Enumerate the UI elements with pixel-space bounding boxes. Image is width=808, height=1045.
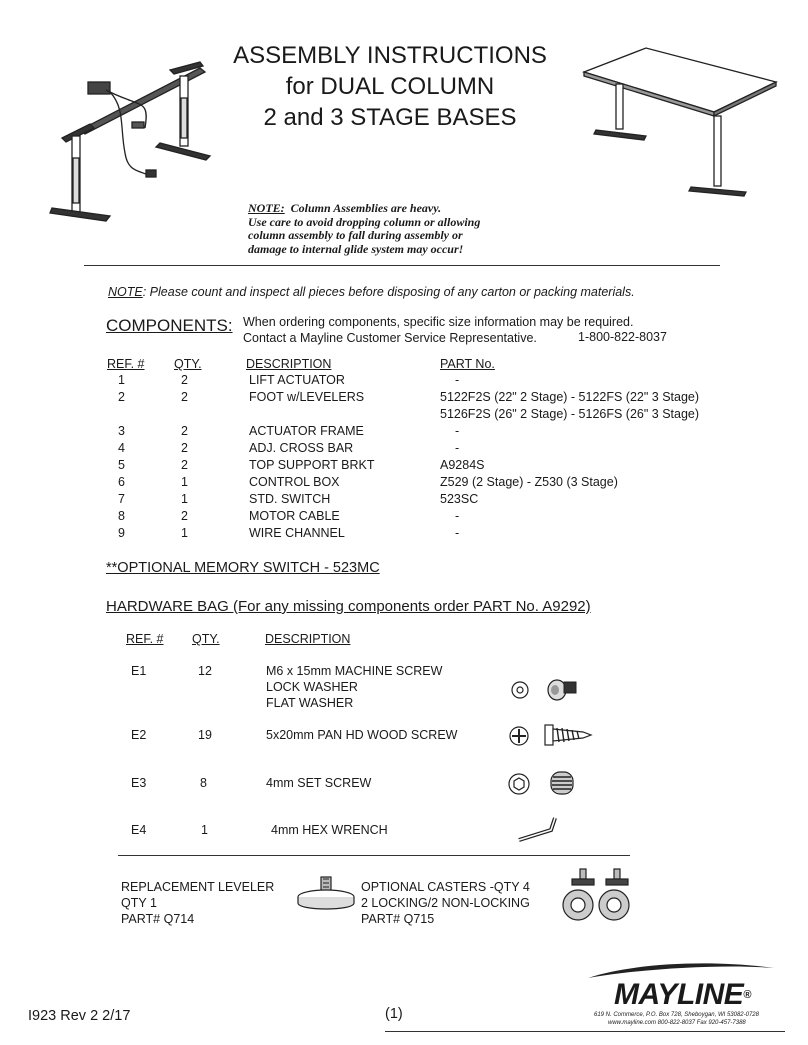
components-heading: COMPONENTS: (106, 316, 233, 335)
row-ref: 8 (118, 509, 125, 523)
leveler-line-3: PART# Q714 (121, 912, 195, 926)
row-qty: 2 (181, 441, 188, 455)
row-ref: E2 (131, 728, 147, 742)
brand-reg: ® (743, 989, 751, 1001)
row-ref: E1 (131, 664, 147, 678)
row-ref: 4 (118, 441, 125, 455)
row-desc: WIRE CHANNEL (249, 526, 345, 540)
desk-illustration (576, 42, 776, 197)
row-ref: 2 (118, 390, 125, 404)
leveler-line-2: QTY 1 (121, 896, 157, 910)
row-desc: MOTOR CABLE (249, 509, 340, 523)
table-row (0, 390, 808, 424)
company-address: 619 N. Commerce, P.O. Box 728, Sheboygan, WI 53082-0728 (594, 1012, 759, 1018)
inspect-note-text: : Please count and inspect all pieces before disposing of any carton or packing materials. (142, 285, 635, 299)
components-info-line-2: Contact a Mayline Customer Service Representative. (243, 331, 537, 345)
row-part: - (455, 424, 460, 438)
row-qty: 1 (181, 492, 188, 506)
casters-line-3: PART# Q715 (361, 912, 435, 926)
row-part: 5122F2S (22" 2 Stage) - 5122FS (22" 3 Stage) (440, 390, 700, 404)
leveler-line-1: REPLACEMENT LEVELER (121, 880, 275, 894)
replacement-leveler (121, 879, 274, 927)
table-row (0, 458, 808, 475)
title-line-1: ASSEMBLY INSTRUCTIONS (233, 42, 547, 69)
row-ref: 7 (118, 492, 125, 506)
page-title (190, 40, 590, 133)
set-screw-icon (547, 768, 577, 798)
caster-wheels-icon (556, 867, 646, 927)
title-line-3: 2 and 3 STAGE BASES (263, 104, 517, 131)
casters-line-2: 2 LOCKING/2 NON-LOCKING (361, 896, 530, 910)
row-desc: FOOT w/LEVELERS (249, 390, 365, 404)
row-desc: 4mm SET SCREW (266, 776, 372, 790)
page-number: (1) (385, 1006, 403, 1022)
row-qty: 2 (181, 458, 188, 472)
mayline-swoosh-icon (586, 958, 776, 980)
hex-wrench-icon (515, 810, 560, 845)
warning-note-label: NOTE: (248, 201, 285, 215)
row-qty: 12 (198, 664, 212, 678)
components-ordering-info (243, 314, 633, 346)
row-part-2: 5126F2S (26" 2 Stage) - 5126FS (26" 3 Stage) (440, 407, 700, 421)
inspect-note-label: NOTE (108, 285, 143, 299)
row-qty: 1 (181, 526, 188, 540)
row-qty: 8 (200, 776, 207, 790)
row-part: - (455, 526, 460, 540)
row-ref: E3 (131, 776, 147, 790)
row-ref: 9 (118, 526, 125, 540)
optional-memory-switch: **OPTIONAL MEMORY SWITCH - 523MC (106, 560, 380, 576)
warning-note-line-4: damage to internal glide system may occur! (248, 241, 464, 256)
title-line-2: for DUAL COLUMN (285, 73, 495, 100)
row-desc: ADJ. CROSS BAR (249, 441, 354, 455)
warning-note-line-1: Column Assemblies are heavy. (290, 201, 442, 215)
row-desc: TOP SUPPORT BRKT (249, 458, 375, 472)
washer-icon (510, 680, 530, 700)
row-desc: 4mm HEX WRENCH (271, 823, 388, 837)
row-desc-3: FLAT WASHER (266, 696, 354, 710)
mayline-logo (614, 980, 751, 1010)
base-frame-illustration (50, 58, 230, 233)
hex-socket-icon (507, 772, 531, 796)
row-qty: 2 (181, 424, 188, 438)
row-desc: CONTROL BOX (249, 475, 340, 489)
divider-hardware (118, 855, 630, 856)
row-desc: M6 x 15mm MACHINE SCREW (266, 664, 443, 678)
table-row (0, 475, 808, 492)
row-part: - (455, 509, 460, 523)
row-part: - (455, 441, 460, 455)
row-qty: 1 (201, 823, 208, 837)
optional-casters (361, 879, 530, 927)
row-ref: 3 (118, 424, 125, 438)
row-ref: 5 (118, 458, 125, 472)
row-desc: 5x20mm PAN HD WOOD SCREW (266, 728, 458, 742)
divider-top (84, 265, 720, 266)
warning-note-line-2: Use care to avoid dropping column or allowing (248, 214, 481, 229)
row-ref: 1 (118, 373, 125, 387)
table-row (0, 424, 808, 441)
table-row (0, 526, 808, 543)
table-row (0, 492, 808, 509)
document-code: I923 Rev 2 2/17 (28, 1008, 131, 1024)
components-header-desc: DESCRIPTION (246, 357, 332, 371)
table-row (0, 664, 808, 714)
row-part: Z529 (2 Stage) - Z530 (3 Stage) (440, 475, 618, 489)
hardware-header-qty: QTY. (192, 632, 220, 646)
company-web-phone: www.mayline.com 800-822-8037 Fax 920-457-7388 (608, 1020, 746, 1026)
row-ref: 6 (118, 475, 125, 489)
table-row (0, 776, 808, 793)
wood-screw-icon (543, 722, 593, 748)
row-desc: LIFT ACTUATOR (249, 373, 345, 387)
table-row (0, 509, 808, 526)
components-header-part: PART No. (440, 357, 495, 371)
inspect-note (108, 285, 635, 299)
table-row (0, 823, 808, 840)
leveler-icon (296, 875, 356, 915)
table-row (0, 728, 808, 745)
phillips-head-icon (508, 725, 530, 747)
row-part: 523SC (440, 492, 479, 506)
row-qty: 19 (198, 728, 212, 742)
row-desc: STD. SWITCH (249, 492, 331, 506)
brand-name: MAYLINE (614, 978, 744, 1011)
divider-footer (385, 1031, 785, 1032)
row-ref: E4 (131, 823, 147, 837)
components-header-ref: REF. # (107, 357, 145, 371)
row-desc-2: LOCK WASHER (266, 680, 358, 694)
row-qty: 2 (181, 509, 188, 523)
row-part: - (455, 373, 460, 387)
machine-screw-icon (545, 674, 579, 704)
table-row (0, 441, 808, 458)
row-part: A9284S (440, 458, 485, 472)
components-info-line-1: When ordering components, specific size information may be required. (243, 315, 634, 329)
row-qty: 1 (181, 475, 188, 489)
warning-note-line-3: column assembly to fall during assembly or (248, 228, 463, 242)
components-header-qty: QTY. (174, 357, 202, 371)
table-row (0, 373, 808, 390)
row-qty: 2 (181, 390, 188, 404)
warning-note (248, 202, 578, 256)
row-desc: ACTUATOR FRAME (249, 424, 364, 438)
customer-service-phone: 1-800-822-8037 (578, 330, 667, 344)
hardware-header-desc: DESCRIPTION (265, 632, 351, 646)
hardware-header-ref: REF. # (126, 632, 164, 646)
hardware-bag-heading: HARDWARE BAG (For any missing components order PART No. A9292) (106, 598, 591, 615)
casters-line-1: OPTIONAL CASTERS -QTY 4 (361, 880, 530, 894)
row-qty: 2 (181, 373, 188, 387)
